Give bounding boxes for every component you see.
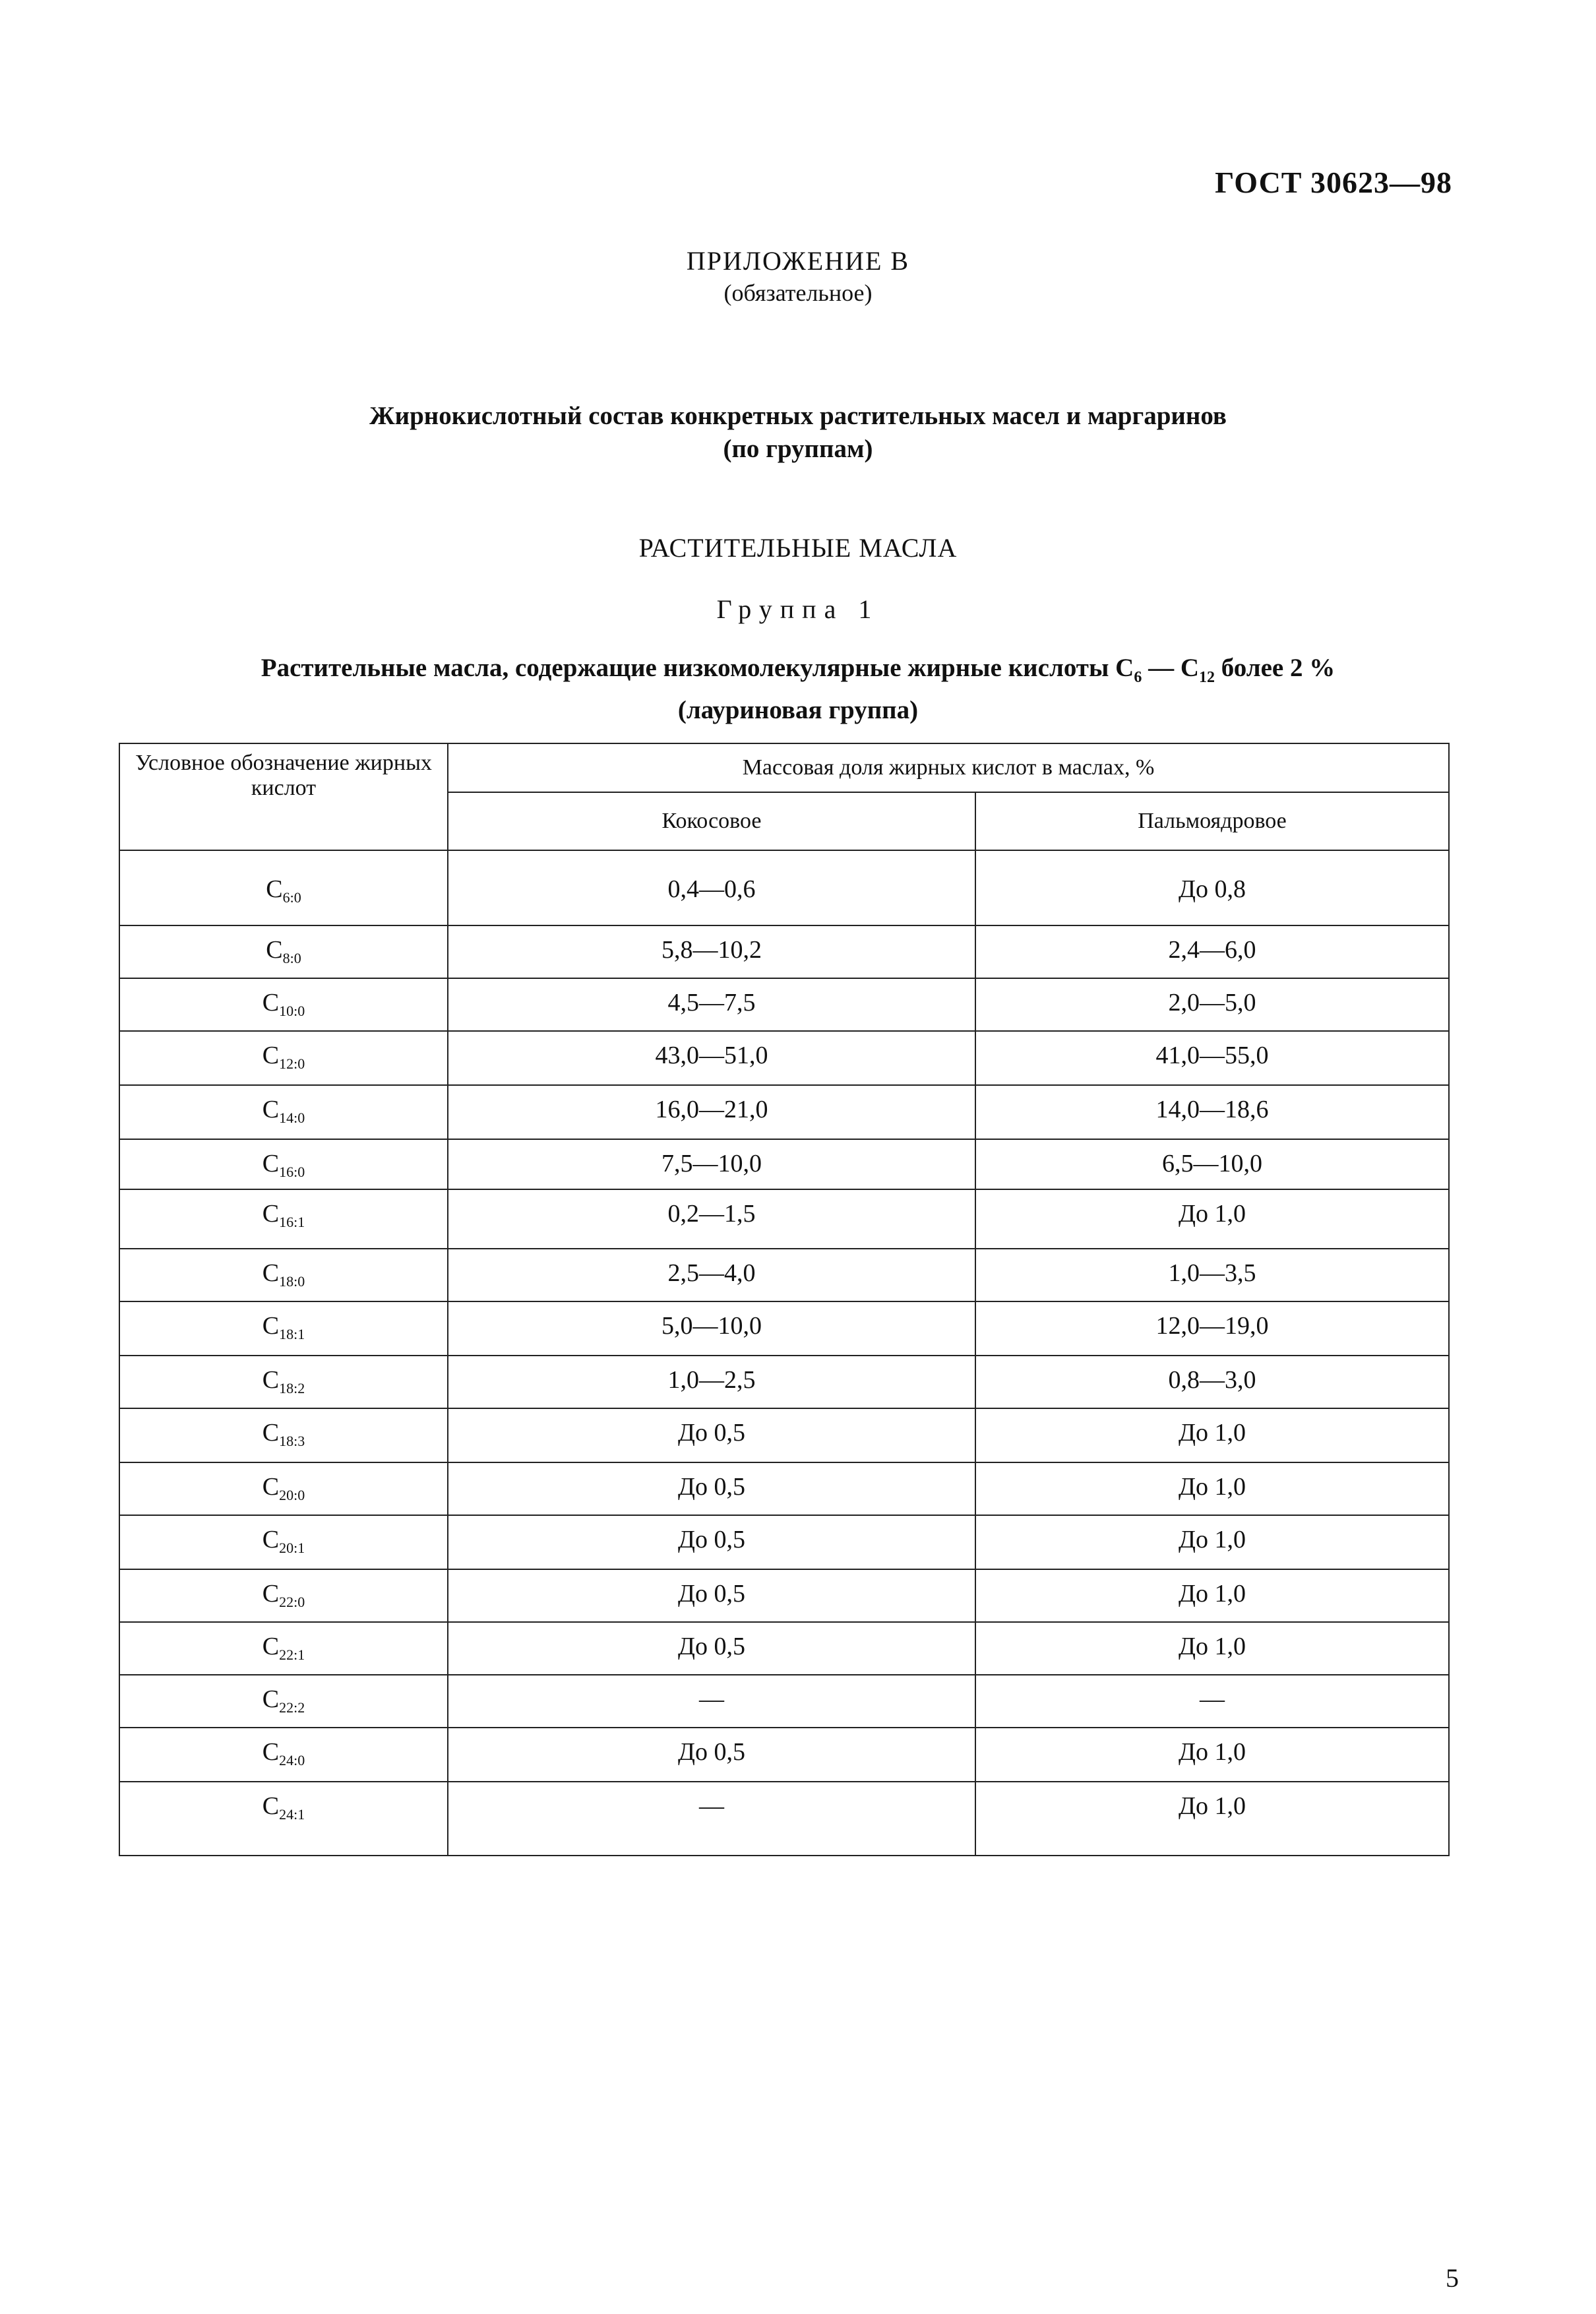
acid-designation-cell bbox=[119, 850, 448, 925]
acid-subscript: 18:2 bbox=[279, 1380, 305, 1396]
table-row bbox=[119, 1622, 1449, 1675]
acid-subscript: 22:2 bbox=[279, 1699, 305, 1716]
acid-designation-cell bbox=[119, 1189, 448, 1249]
palm-kernel-value-cell: До 1,0 bbox=[975, 1408, 1449, 1462]
table-row bbox=[119, 1675, 1449, 1728]
palm-kernel-value-cell: До 1,0 bbox=[975, 1515, 1449, 1569]
acid-designation-cell bbox=[119, 1569, 448, 1622]
table-caption-line-1 bbox=[0, 652, 1596, 694]
caption-text-1: Растительные масла, содержащие низкомолекулярные жирные кислоты С bbox=[261, 654, 1134, 682]
title-line-1: Жирнокислотный состав конкретных растительных масел и маргаринов bbox=[369, 402, 1227, 430]
acid-subscript: 14:0 bbox=[279, 1110, 305, 1126]
acid-subscript: 6:0 bbox=[282, 889, 301, 906]
coconut-value-cell: До 0,5 bbox=[448, 1515, 975, 1569]
table-row bbox=[119, 1782, 1449, 1856]
palm-kernel-value-cell: До 0,8 bbox=[975, 850, 1449, 925]
table-caption bbox=[0, 652, 1596, 727]
coconut-value-cell: 16,0—21,0 bbox=[448, 1085, 975, 1139]
acid-base: С bbox=[266, 875, 283, 903]
acid-subscript: 10:0 bbox=[279, 1003, 305, 1019]
document-code: ГОСТ 30623—98 bbox=[1215, 166, 1452, 199]
palm-kernel-value-cell: 41,0—55,0 bbox=[975, 1031, 1449, 1085]
acid-subscript: 8:0 bbox=[282, 950, 301, 966]
coconut-value-cell: 0,4—0,6 bbox=[448, 850, 975, 925]
acid-base: С bbox=[262, 1366, 280, 1394]
acid-designation-cell bbox=[119, 1408, 448, 1462]
page-number: 5 bbox=[1446, 2263, 1459, 2293]
header-palm-kernel: Пальмоядровое bbox=[975, 792, 1449, 850]
acid-designation-cell bbox=[119, 1782, 448, 1856]
caption-text-2: — С bbox=[1142, 654, 1199, 682]
acid-base: С bbox=[262, 1150, 280, 1177]
coconut-value-cell: 43,0—51,0 bbox=[448, 1031, 975, 1085]
acid-subscript: 18:3 bbox=[279, 1433, 305, 1449]
table-row bbox=[119, 1356, 1449, 1408]
acid-base: С bbox=[262, 1096, 280, 1123]
table-row bbox=[119, 850, 1449, 925]
group-title: Группа 1 bbox=[716, 594, 880, 624]
table-row bbox=[119, 1249, 1449, 1301]
acid-base: С bbox=[262, 1792, 280, 1820]
table-row bbox=[119, 1301, 1449, 1356]
header-mass-fraction: Массовая доля жирных кислот в маслах, % bbox=[448, 743, 1449, 792]
coconut-value-cell: — bbox=[448, 1782, 975, 1856]
acid-designation-cell bbox=[119, 978, 448, 1031]
acid-base: С bbox=[262, 1580, 280, 1608]
acid-base: С bbox=[262, 1312, 280, 1340]
table-row bbox=[119, 978, 1449, 1031]
coconut-value-cell: 1,0—2,5 bbox=[448, 1356, 975, 1408]
acid-base: С bbox=[262, 1738, 280, 1766]
acid-designation-cell bbox=[119, 1139, 448, 1189]
palm-kernel-value-cell: 2,0—5,0 bbox=[975, 978, 1449, 1031]
caption-text-3: более 2 % bbox=[1215, 654, 1335, 682]
palm-kernel-value-cell: 6,5—10,0 bbox=[975, 1139, 1449, 1189]
palm-kernel-value-cell: До 1,0 bbox=[975, 1569, 1449, 1622]
acid-designation-cell bbox=[119, 1356, 448, 1408]
acid-designation-cell bbox=[119, 925, 448, 978]
coconut-value-cell: До 0,5 bbox=[448, 1462, 975, 1515]
acid-designation-cell bbox=[119, 1462, 448, 1515]
acid-subscript: 22:0 bbox=[279, 1594, 305, 1610]
acid-subscript: 24:1 bbox=[279, 1806, 305, 1823]
acid-base: С bbox=[266, 936, 283, 964]
palm-kernel-value-cell: До 1,0 bbox=[975, 1622, 1449, 1675]
section-title: РАСТИТЕЛЬНЫЕ МАСЛА bbox=[638, 533, 958, 563]
palm-kernel-value-cell: До 1,0 bbox=[975, 1782, 1449, 1856]
acid-subscript: 20:0 bbox=[279, 1487, 305, 1503]
title-line-2: (по группам) bbox=[723, 435, 873, 463]
acid-subscript: 22:1 bbox=[279, 1646, 305, 1663]
annex-title: ПРИЛОЖЕНИЕ В bbox=[686, 246, 910, 276]
table-body bbox=[119, 850, 1449, 1856]
palm-kernel-value-cell: 0,8—3,0 bbox=[975, 1356, 1449, 1408]
acid-subscript: 20:1 bbox=[279, 1540, 305, 1556]
acid-subscript: 18:1 bbox=[279, 1326, 305, 1342]
acid-subscript: 24:0 bbox=[279, 1752, 305, 1768]
palm-kernel-value-cell: 1,0—3,5 bbox=[975, 1249, 1449, 1301]
palm-kernel-value-cell: До 1,0 bbox=[975, 1728, 1449, 1782]
acid-subscript: 12:0 bbox=[279, 1055, 305, 1072]
acid-base: С bbox=[262, 1042, 280, 1069]
acid-base: С bbox=[262, 1473, 280, 1501]
table-row bbox=[119, 1031, 1449, 1085]
palm-kernel-value-cell: — bbox=[975, 1675, 1449, 1728]
acid-base: С bbox=[262, 1200, 280, 1228]
palm-kernel-value-cell: 2,4—6,0 bbox=[975, 925, 1449, 978]
acid-base: С bbox=[262, 1685, 280, 1713]
coconut-value-cell: 2,5—4,0 bbox=[448, 1249, 975, 1301]
acid-designation-cell bbox=[119, 1728, 448, 1782]
annex-heading bbox=[0, 245, 1596, 307]
palm-kernel-value-cell: До 1,0 bbox=[975, 1189, 1449, 1249]
acid-base: С bbox=[262, 1259, 280, 1287]
table-row bbox=[119, 1139, 1449, 1189]
table-row bbox=[119, 1728, 1449, 1782]
coconut-value-cell: 5,0—10,0 bbox=[448, 1301, 975, 1356]
acid-base: С bbox=[262, 989, 280, 1016]
annex-subtitle: (обязательное) bbox=[723, 280, 873, 306]
table-row bbox=[119, 1189, 1449, 1249]
acid-subscript: 16:0 bbox=[279, 1164, 305, 1180]
acid-designation-cell bbox=[119, 1515, 448, 1569]
acid-base: С bbox=[262, 1633, 280, 1660]
coconut-value-cell: — bbox=[448, 1675, 975, 1728]
acid-subscript: 16:1 bbox=[279, 1214, 305, 1230]
palm-kernel-value-cell: До 1,0 bbox=[975, 1462, 1449, 1515]
acid-base: С bbox=[262, 1526, 280, 1553]
coconut-value-cell: 4,5—7,5 bbox=[448, 978, 975, 1031]
acid-base: С bbox=[262, 1419, 280, 1447]
header-acid-designation: Условное обозначение жирных кислот bbox=[119, 743, 448, 850]
table-row bbox=[119, 1462, 1449, 1515]
coconut-value-cell: 7,5—10,0 bbox=[448, 1139, 975, 1189]
coconut-value-cell: 0,2—1,5 bbox=[448, 1189, 975, 1249]
table-row bbox=[119, 1408, 1449, 1462]
acid-designation-cell bbox=[119, 1085, 448, 1139]
table-row bbox=[119, 1569, 1449, 1622]
coconut-value-cell: 5,8—10,2 bbox=[448, 925, 975, 978]
acid-designation-cell bbox=[119, 1249, 448, 1301]
acid-subscript: 18:0 bbox=[279, 1273, 305, 1290]
acid-designation-cell bbox=[119, 1675, 448, 1728]
caption-sub-2: 12 bbox=[1199, 668, 1215, 686]
coconut-value-cell: До 0,5 bbox=[448, 1622, 975, 1675]
coconut-value-cell: До 0,5 bbox=[448, 1728, 975, 1782]
document-title bbox=[0, 400, 1596, 466]
acid-designation-cell bbox=[119, 1622, 448, 1675]
caption-sub-1: 6 bbox=[1134, 668, 1142, 686]
header-coconut: Кокосовое bbox=[448, 792, 975, 850]
table-caption-line-2: (лауриновая группа) bbox=[677, 695, 919, 724]
fatty-acid-table bbox=[119, 743, 1450, 1856]
palm-kernel-value-cell: 12,0—19,0 bbox=[975, 1301, 1449, 1356]
coconut-value-cell: До 0,5 bbox=[448, 1569, 975, 1622]
acid-designation-cell bbox=[119, 1031, 448, 1085]
coconut-value-cell: До 0,5 bbox=[448, 1408, 975, 1462]
table-row bbox=[119, 925, 1449, 978]
table-row bbox=[119, 1515, 1449, 1569]
acid-designation-cell bbox=[119, 1301, 448, 1356]
table-row bbox=[119, 1085, 1449, 1139]
palm-kernel-value-cell: 14,0—18,6 bbox=[975, 1085, 1449, 1139]
